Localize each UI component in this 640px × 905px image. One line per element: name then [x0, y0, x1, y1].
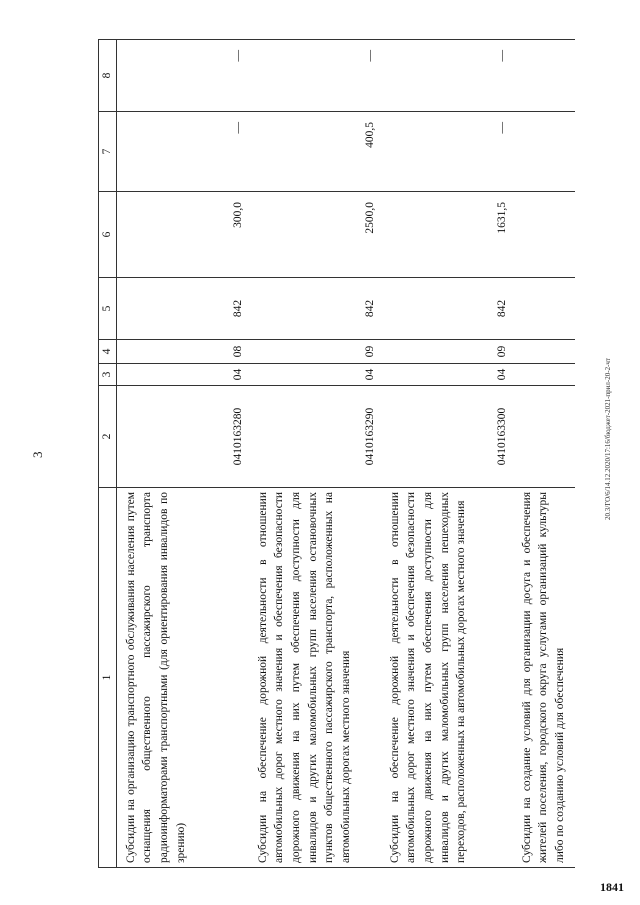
- row-subsection: 09: [249, 340, 381, 364]
- col-header-3: 3: [99, 364, 117, 386]
- row-amount-col8: —: [381, 40, 513, 112]
- row-amount-col7: —: [381, 112, 513, 192]
- row-expense-type: 842: [116, 278, 249, 340]
- table-row: [249, 40, 381, 868]
- row-code: 0410163300: [381, 386, 513, 488]
- folio-number: 1841: [600, 880, 624, 894]
- header-row: [99, 40, 117, 868]
- table-row: [381, 40, 513, 868]
- row-description: Субсидии на обеспечение дорожной деятельности в отношении автомобильных дорог местного значения и обеспечения безопасности дорожного движения на них путем обеспечения доступности для инвалидов и других маломобильных групп населения пешеходных переходов, расположенных на автомобильных дорогах местного значения: [381, 488, 513, 868]
- row-subsection: 08: [116, 340, 249, 364]
- row-amount-col6: 300,0: [116, 192, 249, 278]
- row-section: 04: [249, 364, 381, 386]
- col-header-5: 5: [99, 278, 117, 340]
- row-amount-col6: [513, 192, 575, 278]
- row-expense-type: [513, 278, 575, 340]
- row-section: [513, 364, 575, 386]
- row-code: 0410163280: [116, 386, 249, 488]
- col-header-2: 2: [99, 386, 117, 488]
- row-amount-col6: 2500,0: [249, 192, 381, 278]
- page-number: 3: [30, 451, 45, 458]
- row-description: Субсидии на создание условий для организации досуга и обеспечения жителей поселения, городского округа услугами организаций культуры либо по созданию условий для обеспечения: [513, 488, 575, 868]
- row-section: 04: [116, 364, 249, 386]
- row-amount-col7: 400,5: [249, 112, 381, 192]
- col-header-8: 8: [99, 40, 117, 112]
- row-section: 04: [381, 364, 513, 386]
- file-stamp: 20.3/ГО/6/14.12.2020/17:16/бюджет-2021-прил-20-2-чт: [604, 358, 612, 520]
- row-description: Субсидии на организацию транспортного обслуживания населения путем оснащения общественного пассажирского транспорта радиоинформаторами транспортными (для ориентирования инвалидов по зрению): [116, 488, 249, 868]
- col-header-7: 7: [99, 112, 117, 192]
- row-code: [513, 386, 575, 488]
- rotated-table-container: [98, 40, 567, 868]
- row-expense-type: 842: [381, 278, 513, 340]
- table-row: [116, 40, 249, 868]
- budget-table: [98, 39, 575, 868]
- col-header-4: 4: [99, 340, 117, 364]
- row-subsection: [513, 340, 575, 364]
- row-amount-col6: 1631,5: [381, 192, 513, 278]
- col-header-6: 6: [99, 192, 117, 278]
- row-amount-col7: —: [116, 112, 249, 192]
- row-amount-col7: [513, 112, 575, 192]
- row-expense-type: 842: [249, 278, 381, 340]
- row-amount-col8: [513, 40, 575, 112]
- row-amount-col8: —: [116, 40, 249, 112]
- row-description: Субсидии на обеспечение дорожной деятельности в отношении автомобильных дорог местного значения и обеспечения безопасности дорожного движения на них путем обеспечения доступности для инвалидов и других маломобильных групп населения остановочных пунктов общественного пассажирского транспорта, расположенных на автомобильных дорогах местного значения: [249, 488, 381, 868]
- row-code: 0410163290: [249, 386, 381, 488]
- row-amount-col8: —: [249, 40, 381, 112]
- row-subsection: 09: [381, 340, 513, 364]
- table-row: [513, 40, 575, 868]
- col-header-1: 1: [99, 488, 117, 868]
